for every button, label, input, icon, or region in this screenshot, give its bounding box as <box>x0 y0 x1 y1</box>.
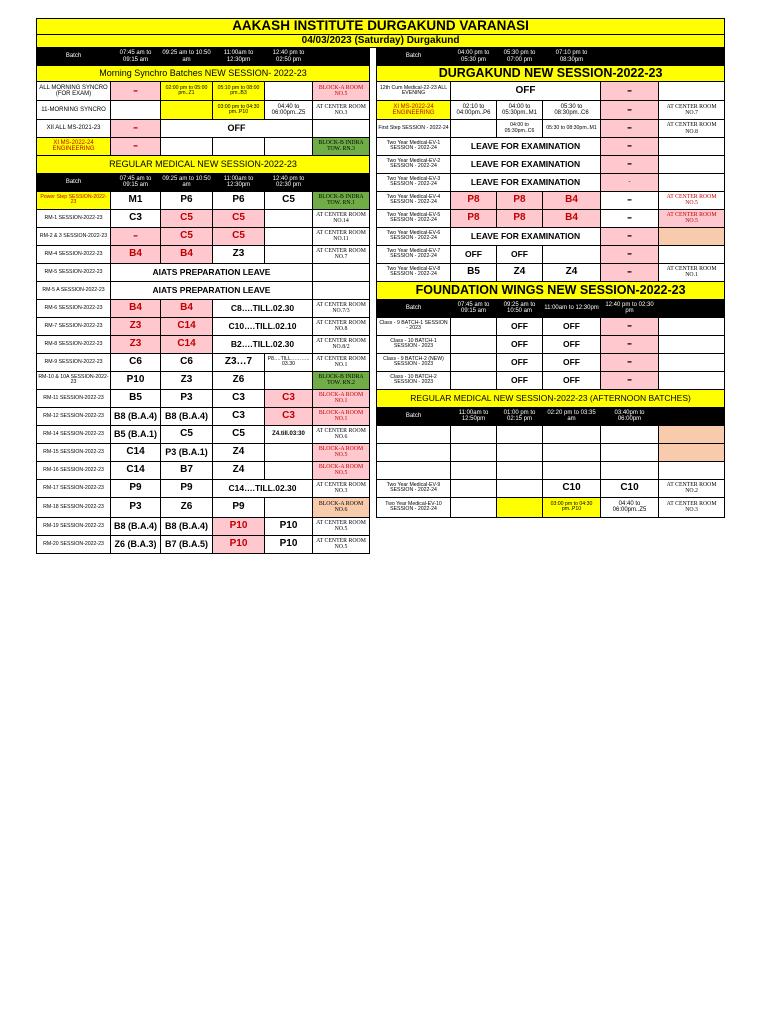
slot: Z3 <box>213 245 265 263</box>
col-header: 11:00am to 12:50pm <box>451 407 497 425</box>
slot: P9 <box>213 497 265 517</box>
batch-label: Class - 10 BATCH-1 SESSION - 2023 <box>377 335 451 353</box>
room-label: AT CENTER ROOM NO.8 <box>313 317 370 335</box>
col-header: Batch <box>37 48 111 66</box>
merged-slot: OFF <box>161 120 313 138</box>
col-header: 05:30 pm to 07:00 pm <box>497 48 543 66</box>
slot: - <box>601 209 659 227</box>
slot: B8 (B.A.4) <box>161 407 213 425</box>
merged-slot: AIATS PREPARATION LEAVE <box>111 263 313 281</box>
slot <box>451 479 497 497</box>
slot <box>161 101 213 120</box>
section-title-durgakund: DURGAKUND NEW SESSION-2022-23 <box>377 66 725 82</box>
slot <box>601 443 659 461</box>
col-header: 01:00 pm to 02:15 pm <box>497 407 543 425</box>
slot: Z3 <box>111 335 161 353</box>
slot: C14 <box>161 317 213 335</box>
batch-label: RM-9 SESSION-2022-23 <box>37 353 111 371</box>
slot: C14….TILL.02.30 <box>213 479 313 497</box>
slot: C8….TILL.02.30 <box>213 299 313 317</box>
col-header: Batch <box>377 407 451 425</box>
batch-label <box>377 425 451 443</box>
slot: M1 <box>111 191 161 209</box>
slot: Z4.till.03:30 <box>265 425 313 443</box>
room-label: AT CENTER ROOM NO.11 <box>313 227 370 245</box>
batch-label: Two Year Medical-EV-7 SESSION - 2022-24 <box>377 245 451 263</box>
col-header: 11:00am to 12:30pm <box>213 173 265 191</box>
slot <box>543 443 601 461</box>
batch-label: RM-8 SESSION-2022-23 <box>37 335 111 353</box>
batch-label: Class - 9 BATCH-2 (NEW) SESSION - 2023 <box>377 353 451 371</box>
slot: B4 <box>111 245 161 263</box>
col-header: 11:00am to 12:30pm <box>543 299 601 317</box>
slot <box>451 317 497 335</box>
slot: C6 <box>111 353 161 371</box>
slot: B8 (B.A.4) <box>111 517 161 535</box>
slot: P9 <box>161 479 213 497</box>
batch-label: Class - 9 BATCH-1 SESSION - 2023 <box>377 317 451 335</box>
batch-label: 12th Cum Medical-22-23 ALL EVENING <box>377 82 451 101</box>
slot: P8 <box>497 191 543 209</box>
slot: Z6 <box>161 497 213 517</box>
slot: C10 <box>543 479 601 497</box>
batch-label: RM-5 SESSION-2022-23 <box>37 263 111 281</box>
slot: P10 <box>265 517 313 535</box>
slot: - <box>601 101 659 120</box>
date-line: 04/03/2023 (Saturday) Durgakund <box>37 35 725 48</box>
room-label <box>659 173 725 191</box>
room-label <box>659 245 725 263</box>
slot: C5 <box>161 209 213 227</box>
slot: P8 <box>497 209 543 227</box>
slot: - <box>111 138 161 156</box>
batch-label: 11-MORNING SYNCRO <box>37 101 111 120</box>
room-label: AT CENTER ROOM NO.5 <box>313 535 370 553</box>
section-title-regular: REGULAR MEDICAL NEW SESSION-2022-23 <box>37 155 370 173</box>
slot: 05:10 pm to 08:00 pm..B3 <box>213 82 265 101</box>
slot: C3 <box>265 389 313 407</box>
room-label <box>659 227 725 245</box>
batch-label: RM-15 SESSION-2022-23 <box>37 443 111 461</box>
slot: - <box>601 138 659 156</box>
slot: OFF <box>543 371 601 389</box>
slot: - <box>601 263 659 281</box>
merged-slot: LEAVE FOR EXAMINATION <box>451 138 601 156</box>
col-header <box>659 407 725 425</box>
slot <box>265 443 313 461</box>
room-label: AT CENTER ROOM NO.7 <box>313 245 370 263</box>
col-header <box>659 48 725 66</box>
batch-label <box>377 461 451 479</box>
room-label <box>313 281 370 299</box>
slot: P8 <box>451 209 497 227</box>
slot <box>543 425 601 443</box>
slot <box>265 245 313 263</box>
slot: - <box>601 371 659 389</box>
room-label: AT CENTER ROOM NO.7 <box>659 101 725 120</box>
batch-label: XI MS-2022-24 ENGINEERING <box>377 101 451 120</box>
slot: 03:00 pm to 04:30 pm..P10 <box>543 497 601 517</box>
slot: B7 <box>161 461 213 479</box>
col-header: Batch <box>37 173 111 191</box>
slot: - <box>601 173 659 191</box>
slot: P10 <box>213 517 265 535</box>
page-title: AAKASH INSTITUTE DURGAKUND VARANASI <box>37 19 725 35</box>
slot: OFF <box>497 245 543 263</box>
slot: C5 <box>161 227 213 245</box>
batch-label: RM-16 SESSION-2022-23 <box>37 461 111 479</box>
batch-label: RM-5 A SESSION-2022-23 <box>37 281 111 299</box>
room-label: BLOCK-B INDRA TOW. RN.1 <box>313 191 370 209</box>
col-header: 03:40pm to 06:00pm <box>601 407 659 425</box>
slot: Z6 (B.A.3) <box>111 535 161 553</box>
slot <box>451 353 497 371</box>
room-label: BLOCK-A ROOM NO.5 <box>313 82 370 101</box>
slot: B4 <box>161 245 213 263</box>
slot: - <box>601 353 659 371</box>
batch-label: Class - 10 BATCH-2 SESSION - 2023 <box>377 371 451 389</box>
slot: OFF <box>543 353 601 371</box>
col-header: 02:20 pm to 03:35 am <box>543 407 601 425</box>
room-label: AT CENTER ROOM NO.5 <box>659 191 725 209</box>
slot <box>265 82 313 101</box>
slot: 04:00 to 05:30pm..C6 <box>497 120 543 138</box>
slot <box>543 461 601 479</box>
slot: C10 <box>601 479 659 497</box>
slot <box>213 138 265 156</box>
batch-label: Two Year Medical-EV-2 SESSION - 2022-24 <box>377 155 451 173</box>
room-label: AT CENTER ROOM NO.14 <box>313 209 370 227</box>
slot: C3 <box>111 209 161 227</box>
batch-label: RM-14 SESSION-2022-23 <box>37 425 111 443</box>
slot <box>265 461 313 479</box>
room-label <box>659 353 725 371</box>
col-header: 11:00am to 12:30pm <box>213 48 265 66</box>
slot: P3 <box>111 497 161 517</box>
timetable <box>36 18 725 554</box>
slot: C14 <box>111 461 161 479</box>
merged-slot: LEAVE FOR EXAMINATION <box>451 173 601 191</box>
col-header <box>313 173 370 191</box>
slot <box>543 245 601 263</box>
slot: B2….TILL.02.30 <box>213 335 313 353</box>
room-label: AT CENTER ROOM NO.3 <box>313 101 370 120</box>
batch-label: Power Step SESSION-2022-23 <box>37 191 111 209</box>
slot: C14 <box>111 443 161 461</box>
col-header: 04:00 pm to 05:30 pm <box>451 48 497 66</box>
col-header: Batch <box>377 48 451 66</box>
slot: P8 <box>451 191 497 209</box>
col-header <box>659 299 725 317</box>
room-label: AT CENTER ROOM NO.8/2 <box>313 335 370 353</box>
batch-label: RM-17 SESSION-2022-23 <box>37 479 111 497</box>
batch-label: RM-19 SESSION-2022-23 <box>37 517 111 535</box>
section-title-morning: Morning Synchro Batches NEW SESSION- 2022-23 <box>37 66 370 82</box>
batch-label: Two Year Medical-EV-8 SESSION - 2022-24 <box>377 263 451 281</box>
batch-label: ALL MORNING SYNCRO (FOR EXAM) <box>37 82 111 101</box>
batch-label: Two Year Medical-EV-4 SESSION - 2022-24 <box>377 191 451 209</box>
room-label: BLOCK-A ROOM NO.6 <box>313 497 370 517</box>
col-header: 07:45 am to 09:15 am <box>111 173 161 191</box>
room-label <box>659 155 725 173</box>
slot <box>451 120 497 138</box>
slot: - <box>601 317 659 335</box>
batch-label: RM-12 SESSION-2022-23 <box>37 407 111 425</box>
slot: B8 (B.A.4) <box>161 517 213 535</box>
slot: OFF <box>543 335 601 353</box>
slot: P10 <box>265 535 313 553</box>
slot <box>451 443 497 461</box>
slot: Z4 <box>543 263 601 281</box>
gutter <box>370 48 377 66</box>
room-label <box>313 263 370 281</box>
slot: B8 (B.A.4) <box>111 407 161 425</box>
slot: C5 <box>213 209 265 227</box>
slot: B4 <box>543 191 601 209</box>
slot: C6 <box>161 353 213 371</box>
slot: P3 <box>161 389 213 407</box>
slot: P6 <box>161 191 213 209</box>
slot: C5 <box>213 425 265 443</box>
slot: Z4 <box>213 443 265 461</box>
slot: 02:10 to 04:00pm..P6 <box>451 101 497 120</box>
slot: 05:30 to 08:30pm..M1 <box>543 120 601 138</box>
room-label: AT CENTER ROOM NO.5 <box>659 209 725 227</box>
room-label <box>659 371 725 389</box>
slot: 04:40 to 06:00pm..Z5 <box>265 101 313 120</box>
batch-label: Two Year Medical-EV-3 SESSION - 2022-24 <box>377 173 451 191</box>
slot <box>497 461 543 479</box>
slot: Z6 <box>213 371 265 389</box>
col-header: 12:40 pm to 02:30 pm <box>601 299 659 317</box>
slot: C10….TILL.02.10 <box>213 317 313 335</box>
section-title-foundation: FOUNDATION WINGS NEW SESSION-2022-23 <box>377 281 725 299</box>
slot: OFF <box>497 317 543 335</box>
slot: OFF <box>497 335 543 353</box>
slot <box>265 497 313 517</box>
slot: - <box>601 245 659 263</box>
slot <box>497 479 543 497</box>
slot: - <box>601 155 659 173</box>
slot: - <box>111 120 161 138</box>
room-label: AT CENTER ROOM NO.5 <box>313 517 370 535</box>
slot: 05:30 to 08:30pm..C6 <box>543 101 601 120</box>
slot: C5 <box>213 227 265 245</box>
col-header: 12:40 pm to 02:50 pm <box>265 48 313 66</box>
slot: B4 <box>161 299 213 317</box>
slot: P10 <box>111 371 161 389</box>
room-label <box>659 461 725 479</box>
slot: C5 <box>265 191 313 209</box>
batch-label: RM-10 & 10A SESSION-2022-23 <box>37 371 111 389</box>
merged-slot: LEAVE FOR EXAMINATION <box>451 227 601 245</box>
batch-label: RM-18 SESSION-2022-23 <box>37 497 111 517</box>
slot: OFF <box>451 245 497 263</box>
slot: B5 <box>111 389 161 407</box>
slot <box>451 425 497 443</box>
batch-label: RM-2 & 3 SESSION-2022-23 <box>37 227 111 245</box>
slot <box>265 209 313 227</box>
slot <box>111 101 161 120</box>
slot: - <box>601 227 659 245</box>
slot: - <box>601 335 659 353</box>
room-label: BLOCK-A ROOM NO.5 <box>313 461 370 479</box>
batch-label: XII ALL MS-2021-23 <box>37 120 111 138</box>
slot: P9 <box>111 479 161 497</box>
room-label <box>659 443 725 461</box>
room-label: AT CENTER ROOM NO.1 <box>313 353 370 371</box>
room-label: AT CENTER ROOM NO.3 <box>313 479 370 497</box>
slot: Z4 <box>497 263 543 281</box>
col-header <box>313 48 370 66</box>
room-label <box>659 425 725 443</box>
batch-label: RM-20 SESSION-2022-23 <box>37 535 111 553</box>
merged-slot: AIATS PREPARATION LEAVE <box>111 281 313 299</box>
batch-label: Two Year Medical-EV-9 SESSION - 2022-24 <box>377 479 451 497</box>
slot: B4 <box>543 209 601 227</box>
slot <box>265 227 313 245</box>
col-header: Batch <box>377 299 451 317</box>
slot: 03:00 pm to 04:30 pm..P10 <box>213 101 265 120</box>
slot <box>601 461 659 479</box>
room-label: BLOCK-A ROOM NO.1 <box>313 389 370 407</box>
slot <box>265 138 313 156</box>
col-header: 12:40 pm to 02:30 pm <box>265 173 313 191</box>
slot: C3 <box>265 407 313 425</box>
room-label: BLOCK-B INDRA TOW. RN.3 <box>313 138 370 156</box>
room-label <box>313 120 370 138</box>
slot: C5 <box>161 425 213 443</box>
room-label <box>659 335 725 353</box>
batch-label: XI MS-2022-24 ENGINEERING <box>37 138 111 156</box>
col-header: 09:25 am to 10:50 am <box>161 173 213 191</box>
slot <box>161 138 213 156</box>
slot: Z3 <box>161 371 213 389</box>
col-header: 09:25 am to 10:50 am <box>161 48 213 66</box>
batch-label <box>377 443 451 461</box>
slot: P3 (B.A.1) <box>161 443 213 461</box>
batch-label: Two Year Medical-EV-1 SESSION - 2022-24 <box>377 138 451 156</box>
slot: OFF <box>543 317 601 335</box>
col-header: 09:25 am to 10:50 am <box>497 299 543 317</box>
room-label: AT CENTER ROOM NO.6 <box>313 425 370 443</box>
slot <box>451 335 497 353</box>
slot: P10 <box>213 535 265 553</box>
merged-slot: LEAVE FOR EXAMINATION <box>451 155 601 173</box>
slot: P6 <box>213 191 265 209</box>
room-label: BLOCK-A ROOM NO.5 <box>313 443 370 461</box>
col-header: 07:45 am to 09:15 am <box>111 48 161 66</box>
slot: - <box>111 227 161 245</box>
timetable-sheet <box>36 18 724 554</box>
slot: 04:00 to 05:30pm..M1 <box>497 101 543 120</box>
batch-label: Two Year Medical-EV-5 SESSION - 2022-24 <box>377 209 451 227</box>
batch-label: RM-11 SESSION-2022-23 <box>37 389 111 407</box>
col-header: 07:10 pm to 08:30pm <box>543 48 601 66</box>
batch-label: RM-6 SESSION-2022-23 <box>37 299 111 317</box>
slot <box>497 497 543 517</box>
slot: C3 <box>213 407 265 425</box>
room-label: AT CENTER ROOM NO.2 <box>659 479 725 497</box>
slot: Z3…7 <box>213 353 265 371</box>
slot: P8….TILL……….. 03.30 <box>265 353 313 371</box>
slot: OFF <box>497 371 543 389</box>
room-label: BLOCK-B INDRA TOW. RN.2 <box>313 371 370 389</box>
room-label: AT CENTER ROOM NO.3 <box>659 497 725 517</box>
slot: B5 <box>451 263 497 281</box>
col-header <box>601 48 659 66</box>
slot <box>451 371 497 389</box>
batch-label: RM-4 SESSION-2022-23 <box>37 245 111 263</box>
slot: - <box>111 82 161 101</box>
slot: B5 (B.A.1) <box>111 425 161 443</box>
slot: Z4 <box>213 461 265 479</box>
section-title-afternoon: REGULAR MEDICAL NEW SESSION-2022-23 (AFTERNOON BATCHES) <box>377 389 725 407</box>
room-label: BLOCK-A ROOM NO.1 <box>313 407 370 425</box>
batch-label: RM-1 SESSION-2022-23 <box>37 209 111 227</box>
room-label <box>659 82 725 101</box>
slot <box>451 461 497 479</box>
slot: 04:40 to 06:00pm..Z5 <box>601 497 659 517</box>
room-label <box>659 138 725 156</box>
slot: B4 <box>111 299 161 317</box>
batch-label: First Step SESSION - 2022-24 <box>377 120 451 138</box>
room-label: AT CENTER ROOM NO.8 <box>659 120 725 138</box>
slot <box>265 371 313 389</box>
slot: 02:00 pm to 05:00 pm..Z1 <box>161 82 213 101</box>
slot: C14 <box>161 335 213 353</box>
batch-label: RM-7 SESSION-2022-23 <box>37 317 111 335</box>
slot <box>601 425 659 443</box>
slot: - <box>601 191 659 209</box>
room-label: AT CENTER ROOM NO.1 <box>659 263 725 281</box>
slot: Z3 <box>111 317 161 335</box>
slot: B7 (B.A.5) <box>161 535 213 553</box>
merged-slot: OFF <box>451 82 601 101</box>
slot: - <box>601 120 659 138</box>
room-label <box>659 317 725 335</box>
slot: OFF <box>497 353 543 371</box>
slot: - <box>601 82 659 101</box>
batch-label: Two Year Medical-EV-10 SESSION - 2022-24 <box>377 497 451 517</box>
slot: C3 <box>213 389 265 407</box>
batch-label: Two Year Medical-EV-6 SESSION - 2022-24 <box>377 227 451 245</box>
slot <box>497 443 543 461</box>
slot <box>497 425 543 443</box>
slot <box>451 497 497 517</box>
room-label: AT CENTER ROOM NO.7/3 <box>313 299 370 317</box>
col-header: 07:45 am to 09:15 am <box>451 299 497 317</box>
